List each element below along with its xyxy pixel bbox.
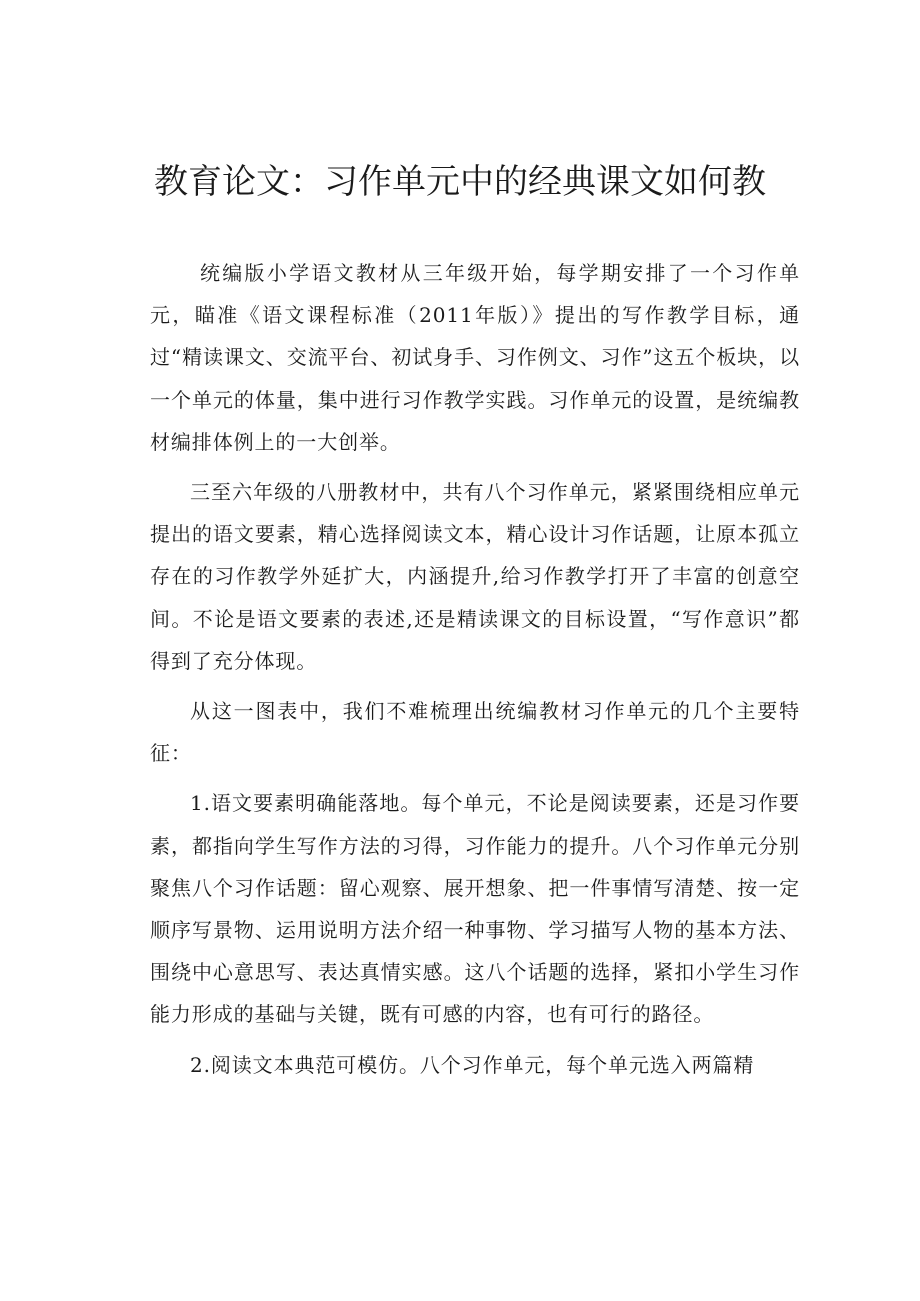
document-body <box>150 252 800 1094</box>
paragraph-feature-2: 2.阅读文本典范可模仿。八个习作单元，每个单元选入两篇精 <box>190 1052 755 1077</box>
paragraph-units-overview: 三至六年级的八册教材中，共有八个习作单元，紧紧围绕相应单元提出的语文要素，精心选择阅读文本，精心设计习作话题，让原本孤立存在的习作教学外延扩大，内涵提升,给习作教学打开了丰富的创意空间。不论是语文要素的表述,还是精读课文的目标设置，“写作意识”都得到了充分体现。 <box>150 480 800 673</box>
paragraph-intro: 统编版小学语文教材从三年级开始，每学期安排了一个习作单元，瞄准《语文课程标准（2011年版）》提出的写作教学目标，通过“精读课文、交流平台、初试身手、习作例文、习作”这五个板块，以一个单元的体量，集中进行习作教学实践。习作单元的设置，是统编教材编排体例上的一大创举。 <box>150 261 800 454</box>
document-title: 教育论文：习作单元中的经典课文如何教 <box>154 162 766 202</box>
paragraph-feature-1: 1.语文要素明确能落地。每个单元，不论是阅读要素，还是习作要素，都指向学生写作方法的习得，习作能力的提升。八个习作单元分别聚焦八个习作话题：留心观察、展开想象、把一件事情写清楚、按一定顺序写景物、运用说明方法介绍一种事物、学习描写人物的基本方法、围绕中心意思写、表达真情实感。这八个话题的选择，紧扣小学生习作能力形成的基础与关键，既有可感的内容，也有可行的路径。 <box>150 791 800 1027</box>
paragraph-features-lead: 从这一图表中，我们不难梳理出统编教材习作单元的几个主要特征： <box>150 699 800 766</box>
